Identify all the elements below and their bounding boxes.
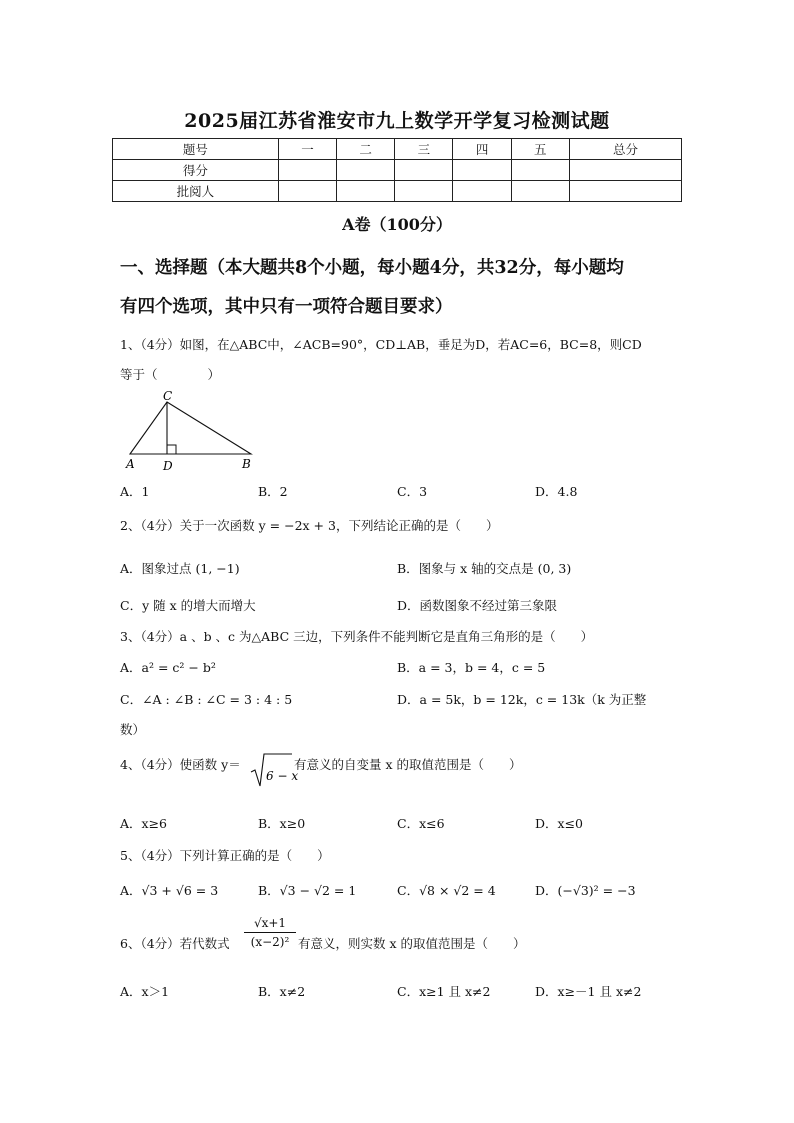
label-c: C xyxy=(163,389,173,403)
score-cell xyxy=(569,160,681,181)
q4-stem-after: 有意义的自变量 x 的取值范围是（ ） xyxy=(294,757,522,772)
score-cell xyxy=(337,160,395,181)
score-header-cell: 五 xyxy=(511,139,569,160)
q1-option-b[interactable]: B．2 xyxy=(258,484,288,499)
question-6-stem xyxy=(120,934,230,952)
score-table-header-row xyxy=(113,139,682,160)
q2-option-b[interactable]: B．图象与 x 轴的交点是 (0, 3) xyxy=(397,561,572,576)
question-4-stem xyxy=(120,755,241,773)
triangle-abc xyxy=(130,402,251,454)
q4-option-d[interactable]: D．x≤0 xyxy=(535,816,583,831)
q4-option-b[interactable]: B．x≥0 xyxy=(258,816,306,831)
score-cell xyxy=(337,181,395,202)
q2-option-c[interactable]: C．y 随 x 的增大而增大 xyxy=(120,598,256,613)
q1-option-a[interactable]: A．1 xyxy=(120,484,150,499)
score-cell xyxy=(511,160,569,181)
q4-stem-before: 4、（4分）使函数 y＝ xyxy=(120,757,241,772)
q5-option-d[interactable]: D．(−√3)² = −3 xyxy=(535,883,636,898)
score-cell xyxy=(511,181,569,202)
score-row-label: 批阅人 xyxy=(113,181,279,202)
score-header-cell: 总分 xyxy=(569,139,681,160)
section-heading: 一、选择题（本大题共8个小题，每小题4分，共32分，每小题均 xyxy=(120,258,624,278)
score-table xyxy=(112,138,682,202)
q6-denominator: (x−2)² xyxy=(250,935,290,949)
q6-option-b[interactable]: B．x≠2 xyxy=(258,984,306,999)
q6-fraction xyxy=(244,916,296,949)
right-angle-mark xyxy=(167,445,176,454)
score-row-label: 得分 xyxy=(113,160,279,181)
q3-option-c[interactable]: C．∠A : ∠B : ∠C = 3 : 4 : 5 xyxy=(120,692,293,707)
q5-option-a[interactable]: A．√3 + √6 = 3 xyxy=(120,883,219,898)
q4-option-a[interactable]: A．x≥6 xyxy=(120,816,168,831)
score-header-cell: 题号 xyxy=(113,139,279,160)
score-cell xyxy=(278,181,336,202)
score-cell xyxy=(395,160,453,181)
score-table-row xyxy=(113,160,682,181)
score-cell xyxy=(569,181,681,202)
q5-option-b[interactable]: B．√3 − √2 = 1 xyxy=(258,883,357,898)
score-cell xyxy=(453,160,511,181)
q6-option-c[interactable]: C．x≥1 且 x≠2 xyxy=(397,984,491,999)
q1-option-d[interactable]: D．4.8 xyxy=(535,484,578,499)
q6-option-a[interactable]: A．x＞1 xyxy=(120,984,170,999)
q6-stem-after: 有意义，则实数 x 的取值范围是（ ） xyxy=(298,936,526,951)
label-b: B xyxy=(242,457,251,471)
q1-option-c[interactable]: C．3 xyxy=(397,484,428,499)
score-header-cell: 一 xyxy=(278,139,336,160)
q6-option-d[interactable]: D．x≥－1 且 x≠2 xyxy=(535,984,642,999)
question-1-stem: 1、（4分）如图，在△ABC中，∠ACB=90°，CD⊥AB，垂足为D，若AC=6，BC=8，则CD xyxy=(120,337,642,352)
q6-stem-before: 6、（4分）若代数式 xyxy=(120,936,230,951)
q2-option-a[interactable]: A．图象过点 (1, −1) xyxy=(120,561,240,576)
q4-radical xyxy=(249,752,299,788)
question-2-stem: 2、（4分）关于一次函数 y = −2x + 3，下列结论正确的是（ ） xyxy=(120,518,499,533)
q3-option-a[interactable]: A．a² = c² − b² xyxy=(120,660,216,675)
q4-option-c[interactable]: C．x≤6 xyxy=(397,816,445,831)
question-3-stem: 3、（4分）a 、b 、c 为△ABC 三边，下列条件不能判断它是直角三角形的是（ ） xyxy=(120,629,594,644)
q4-radicand: 6 − x xyxy=(266,769,299,783)
score-cell xyxy=(278,160,336,181)
question-1-stem-cont: 等于（ ） xyxy=(120,367,221,382)
question-5-stem: 5、（4分）下列计算正确的是（ ） xyxy=(120,848,330,863)
score-table-row xyxy=(113,181,682,202)
paper-label: A卷（100分） xyxy=(342,215,452,234)
q3-option-b[interactable]: B．a = 3，b = 4，c = 5 xyxy=(397,660,546,675)
score-header-cell: 二 xyxy=(337,139,395,160)
q6-numerator: √x+1 xyxy=(244,916,296,933)
q2-option-d[interactable]: D．函数图象不经过第三象限 xyxy=(397,598,558,613)
triangle-figure xyxy=(118,388,268,476)
section-heading-cont: 有四个选项，其中只有一项符合题目要求） xyxy=(120,297,453,317)
q3-option-d[interactable]: D．a = 5k，b = 12k，c = 13k（k 为正整 xyxy=(397,692,647,707)
label-d: D xyxy=(163,459,173,473)
exam-title: 2025届江苏省淮安市九上数学开学复习检测试题 xyxy=(184,110,610,132)
label-a: A xyxy=(126,457,135,471)
q3-option-d-cont: 数） xyxy=(120,722,146,737)
score-header-cell: 三 xyxy=(395,139,453,160)
q5-option-c[interactable]: C．√8 × √2 = 4 xyxy=(397,883,496,898)
score-cell xyxy=(453,181,511,202)
score-cell xyxy=(395,181,453,202)
score-header-cell: 四 xyxy=(453,139,511,160)
